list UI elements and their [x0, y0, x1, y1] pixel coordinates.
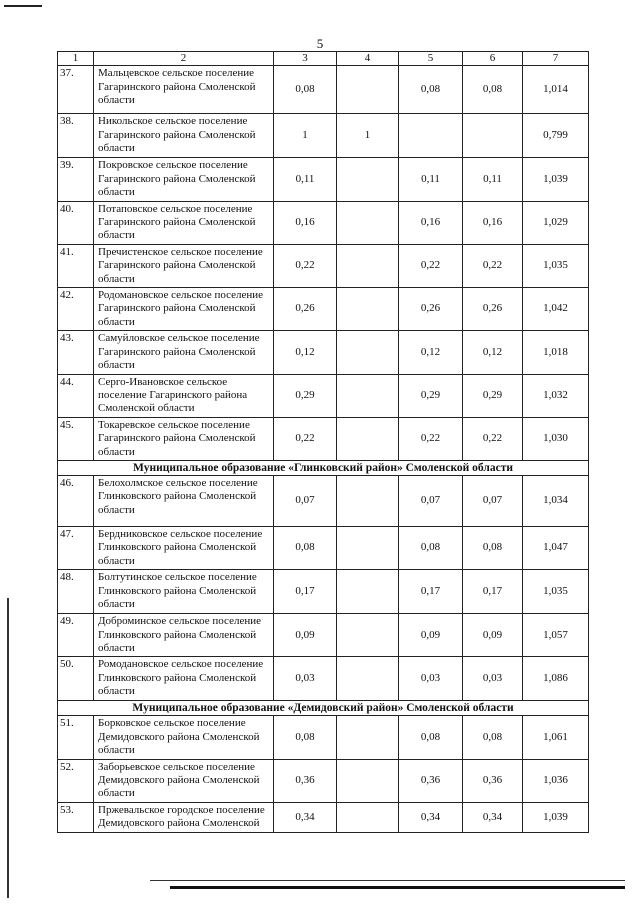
table-body — [58, 66, 589, 832]
row-number: 41. — [58, 244, 94, 287]
cell-col7: 0,799 — [523, 114, 589, 158]
cell-col4 — [337, 802, 399, 832]
cell-col7: 1,032 — [523, 374, 589, 417]
cell-col7: 1,029 — [523, 201, 589, 244]
cell-col6: 0,08 — [463, 66, 523, 114]
settlement-name: Заборьевское сельское поселение Демидовского района Смоленской области — [94, 759, 274, 802]
cell-col4 — [337, 759, 399, 802]
settlement-name: Бердниковское сельское поселение Глинковского района Смоленской области — [94, 526, 274, 569]
cell-col7: 1,018 — [523, 331, 589, 374]
cell-col7: 1,061 — [523, 716, 589, 759]
cell-col6: 0,36 — [463, 759, 523, 802]
cell-col4 — [337, 475, 399, 526]
section-title: Муниципальное образование «Глинковский район» Смоленской области — [58, 460, 589, 475]
table-row — [58, 114, 589, 158]
settlement-name: Белохолмское сельское поселение Глинковского района Смоленской области — [94, 475, 274, 526]
section-row — [58, 460, 589, 475]
row-number: 42. — [58, 288, 94, 331]
cell-col3: 0,17 — [274, 570, 337, 614]
table-row — [58, 66, 589, 114]
settlement-name: Ромодановское сельское поселение Глинковского района Смоленской области — [94, 657, 274, 701]
cell-col4 — [337, 657, 399, 701]
cell-col6: 0,22 — [463, 417, 523, 460]
row-number: 38. — [58, 114, 94, 158]
column-header: 4 — [337, 52, 399, 66]
cell-col3: 0,08 — [274, 716, 337, 759]
data-table — [57, 51, 589, 833]
page-number: 5 — [316, 36, 324, 51]
table-row — [58, 331, 589, 374]
cell-col4 — [337, 374, 399, 417]
settlement-name: Самуйловское сельское поселение Гагаринского района Смоленской области — [94, 331, 274, 374]
cell-col7: 1,036 — [523, 759, 589, 802]
cell-col5: 0,16 — [399, 201, 463, 244]
cell-col4 — [337, 417, 399, 460]
scan-edge-line — [7, 598, 9, 898]
settlement-name: Никольское сельское поселение Гагаринского района Смоленской области — [94, 114, 274, 158]
cell-col4 — [337, 614, 399, 657]
cell-col3: 0,11 — [274, 158, 337, 201]
cell-col6: 0,17 — [463, 570, 523, 614]
cell-col5: 0,08 — [399, 716, 463, 759]
cell-col6: 0,08 — [463, 526, 523, 569]
cell-col7: 1,035 — [523, 244, 589, 287]
column-header: 6 — [463, 52, 523, 66]
settlement-name: Токаревское сельское поселение Гагаринского района Смоленской области — [94, 417, 274, 460]
cell-col4 — [337, 244, 399, 287]
settlement-name: Мальцевское сельское поселение Гагаринского района Смоленской области — [94, 66, 274, 114]
cell-col5: 0,09 — [399, 614, 463, 657]
cell-col5: 0,08 — [399, 526, 463, 569]
cell-col4 — [337, 201, 399, 244]
cell-col6: 0,34 — [463, 802, 523, 832]
column-header: 7 — [523, 52, 589, 66]
column-header: 3 — [274, 52, 337, 66]
cell-col6: 0,16 — [463, 201, 523, 244]
column-header: 5 — [399, 52, 463, 66]
cell-col6: 0,09 — [463, 614, 523, 657]
cell-col5: 0,11 — [399, 158, 463, 201]
cell-col7: 1,035 — [523, 570, 589, 614]
cell-col3: 0,08 — [274, 526, 337, 569]
cell-col4 — [337, 66, 399, 114]
row-number: 46. — [58, 475, 94, 526]
cell-col5: 0,17 — [399, 570, 463, 614]
cell-col4 — [337, 288, 399, 331]
settlement-name: Покровское сельское поселение Гагаринского района Смоленской области — [94, 158, 274, 201]
cell-col6: 0,07 — [463, 475, 523, 526]
cell-col3: 0,22 — [274, 417, 337, 460]
table-row — [58, 244, 589, 287]
row-number: 40. — [58, 201, 94, 244]
cell-col6 — [463, 114, 523, 158]
row-number: 50. — [58, 657, 94, 701]
cell-col5: 0,26 — [399, 288, 463, 331]
cell-col3: 0,16 — [274, 201, 337, 244]
row-number: 48. — [58, 570, 94, 614]
cell-col3: 0,29 — [274, 374, 337, 417]
cell-col3: 0,36 — [274, 759, 337, 802]
row-number: 37. — [58, 66, 94, 114]
table-row — [58, 201, 589, 244]
cell-col3: 1 — [274, 114, 337, 158]
cell-col5: 0,22 — [399, 417, 463, 460]
settlement-name: Доброминское сельское поселение Глинковского района Смоленской области — [94, 614, 274, 657]
cell-col7: 1,039 — [523, 158, 589, 201]
cell-col7: 1,086 — [523, 657, 589, 701]
cell-col3: 0,12 — [274, 331, 337, 374]
settlement-name: Пржевальское городское поселение Демидовского района Смоленской — [94, 802, 274, 832]
header-row — [58, 52, 589, 66]
cell-col6: 0,12 — [463, 331, 523, 374]
row-number: 52. — [58, 759, 94, 802]
table-row — [58, 158, 589, 201]
cell-col6: 0,22 — [463, 244, 523, 287]
cell-col3: 0,22 — [274, 244, 337, 287]
cell-col5: 0,22 — [399, 244, 463, 287]
cell-col7: 1,039 — [523, 802, 589, 832]
cell-col7: 1,030 — [523, 417, 589, 460]
cell-col5: 0,29 — [399, 374, 463, 417]
cell-col6: 0,29 — [463, 374, 523, 417]
cell-col4: 1 — [337, 114, 399, 158]
cell-col4 — [337, 570, 399, 614]
table-row — [58, 475, 589, 526]
cell-col6: 0,26 — [463, 288, 523, 331]
corner-mark — [4, 5, 42, 7]
table-row — [58, 614, 589, 657]
settlement-name: Потаповское сельское поселение Гагаринского района Смоленской области — [94, 201, 274, 244]
cell-col5: 0,34 — [399, 802, 463, 832]
settlement-name: Болтутинское сельское поселение Глинковского района Смоленской области — [94, 570, 274, 614]
settlement-name: Борковское сельское поселение Демидовского района Смоленской области — [94, 716, 274, 759]
cell-col5: 0,03 — [399, 657, 463, 701]
cell-col3: 0,07 — [274, 475, 337, 526]
cell-col3: 0,09 — [274, 614, 337, 657]
cell-col3: 0,08 — [274, 66, 337, 114]
cell-col6: 0,03 — [463, 657, 523, 701]
cell-col3: 0,26 — [274, 288, 337, 331]
cell-col7: 1,047 — [523, 526, 589, 569]
table-row — [58, 716, 589, 759]
cell-col5: 0,07 — [399, 475, 463, 526]
column-header: 1 — [58, 52, 94, 66]
settlement-name: Пречистенское сельское поселение Гагаринского района Смоленской области — [94, 244, 274, 287]
cell-col7: 1,057 — [523, 614, 589, 657]
cell-col5: 0,12 — [399, 331, 463, 374]
cell-col6: 0,08 — [463, 716, 523, 759]
column-header: 2 — [94, 52, 274, 66]
cell-col4 — [337, 331, 399, 374]
cell-col4 — [337, 158, 399, 201]
row-number: 51. — [58, 716, 94, 759]
section-title: Муниципальное образование «Демидовский район» Смоленской области — [58, 701, 589, 716]
cell-col3: 0,34 — [274, 802, 337, 832]
table-row — [58, 657, 589, 701]
footer-rule-thick — [170, 886, 625, 889]
cell-col4 — [337, 526, 399, 569]
settlement-name: Родомановское сельское поселение Гагаринского района Смоленской области — [94, 288, 274, 331]
row-number: 39. — [58, 158, 94, 201]
row-number: 45. — [58, 417, 94, 460]
row-number: 43. — [58, 331, 94, 374]
cell-col7: 1,014 — [523, 66, 589, 114]
table-row — [58, 759, 589, 802]
row-number: 49. — [58, 614, 94, 657]
cell-col5: 0,08 — [399, 66, 463, 114]
row-number: 44. — [58, 374, 94, 417]
table-row — [58, 570, 589, 614]
cell-col4 — [337, 716, 399, 759]
table-row — [58, 374, 589, 417]
cell-col5: 0,36 — [399, 759, 463, 802]
section-row — [58, 701, 589, 716]
table-row — [58, 802, 589, 832]
footer-rule — [150, 880, 625, 881]
cell-col7: 1,034 — [523, 475, 589, 526]
cell-col7: 1,042 — [523, 288, 589, 331]
table-row — [58, 526, 589, 569]
table-row — [58, 288, 589, 331]
cell-col6: 0,11 — [463, 158, 523, 201]
row-number: 47. — [58, 526, 94, 569]
settlement-name: Серго-Ивановское сельское поселение Гагаринского района Смоленской области — [94, 374, 274, 417]
table-row — [58, 417, 589, 460]
cell-col3: 0,03 — [274, 657, 337, 701]
row-number: 53. — [58, 802, 94, 832]
cell-col5 — [399, 114, 463, 158]
